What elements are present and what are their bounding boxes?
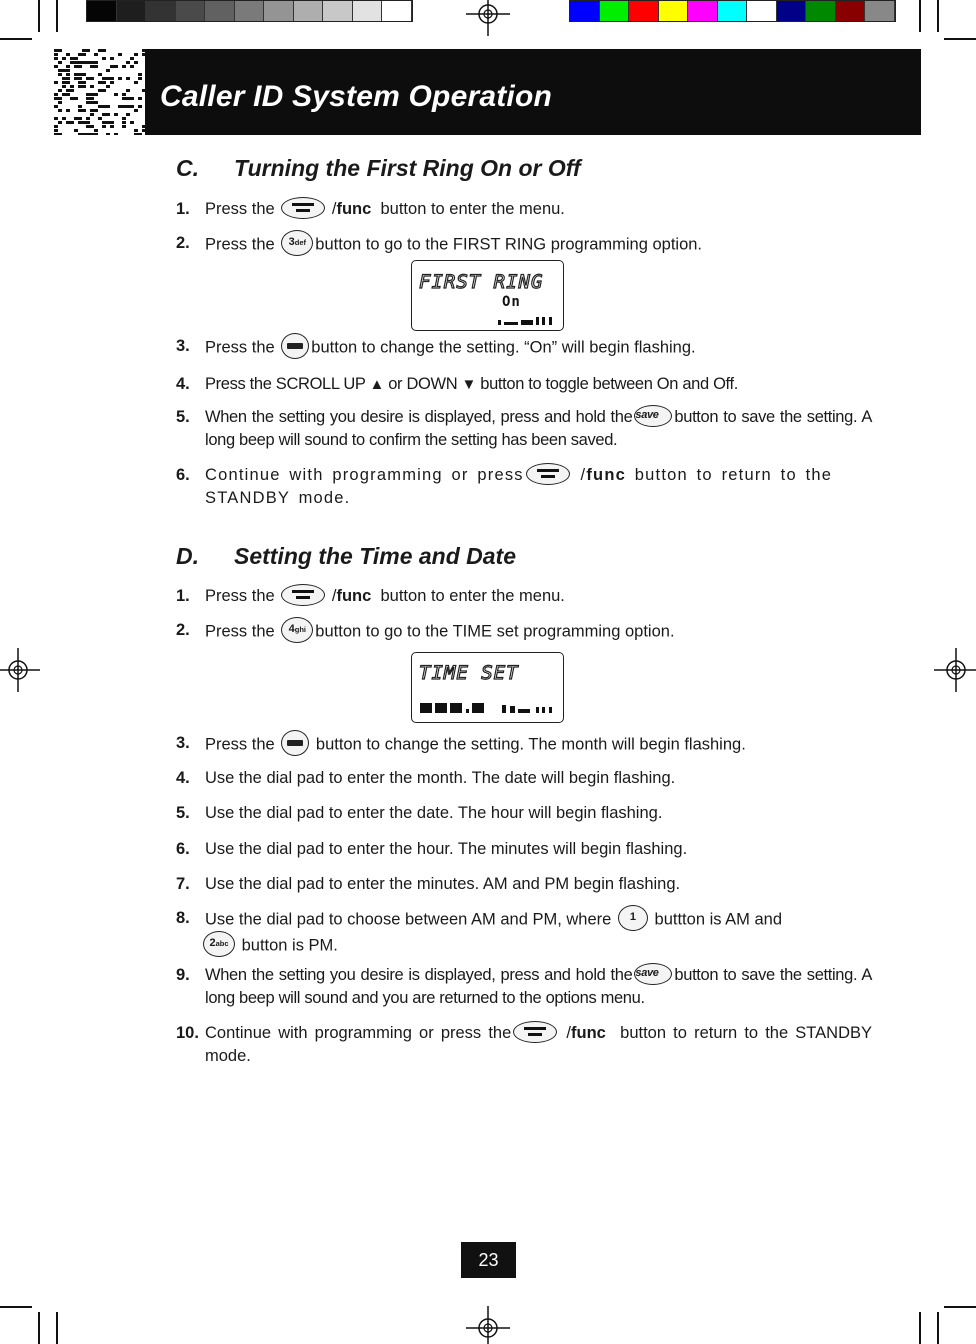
color-swatch bbox=[570, 1, 600, 21]
grayscale-swatch bbox=[353, 1, 383, 21]
step-d2: 2. Press the 4ghi button to go to the TIME set programming option. bbox=[176, 619, 872, 645]
crop-mark bbox=[38, 1312, 40, 1344]
key-2-icon: 2abc bbox=[203, 931, 235, 957]
menu-key-icon bbox=[526, 463, 570, 485]
color-swatch bbox=[688, 1, 718, 21]
lcd-display-time-set bbox=[411, 652, 564, 723]
grayscale-swatch bbox=[382, 1, 412, 21]
step-d4: 4. Use the dial pad to enter the month. The date will begin flashing. bbox=[176, 769, 676, 787]
menu-key-icon bbox=[281, 584, 325, 606]
grayscale-swatch bbox=[264, 1, 294, 21]
grayscale-swatch bbox=[87, 1, 117, 21]
step-c1: 1. Press the /func button to enter the menu. bbox=[176, 198, 872, 221]
step-c4: 4. Press the SCROLL UP ▲ or DOWN ▼ button to toggle between On and Off. bbox=[176, 375, 738, 393]
key-4-icon: 4ghi bbox=[281, 617, 313, 643]
step-c5: 5. When the setting you desire is displayed, press and hold the save button to save the setting. A long beep will sound to confirm the setting has been saved. bbox=[176, 406, 872, 452]
lcd-segments bbox=[418, 701, 557, 713]
key-3-icon: 3def bbox=[281, 230, 313, 256]
grayscale-swatch bbox=[117, 1, 147, 21]
step-d5: 5. Use the dial pad to enter the date. The hour will begin flashing. bbox=[176, 804, 663, 822]
lcd-line-1: TIME SET bbox=[419, 662, 519, 684]
halftone-pattern-icon bbox=[54, 49, 146, 135]
color-swatch bbox=[747, 1, 777, 21]
color-calibration-bar bbox=[569, 0, 896, 22]
lcd-line-2: On bbox=[502, 294, 521, 310]
step-d10: 10. Continue with programming or press the /func button to return to the STANDBY mode. bbox=[176, 1022, 872, 1068]
crop-mark bbox=[937, 1312, 939, 1344]
registration-mark-icon bbox=[934, 648, 976, 692]
set-key-icon bbox=[281, 333, 309, 359]
section-d-heading bbox=[176, 543, 516, 570]
grayscale-swatch bbox=[294, 1, 324, 21]
crop-mark bbox=[0, 1306, 32, 1308]
section-title: Turning the First Ring On or Off bbox=[234, 155, 581, 181]
page-number: 23 bbox=[478, 1250, 499, 1270]
scroll-down-icon: ▼ bbox=[461, 376, 477, 393]
lcd-segments bbox=[418, 315, 557, 325]
step-c3: 3. Press the button to change the setting. “On” will begin flashing. bbox=[176, 335, 872, 361]
section-letter: C. bbox=[176, 155, 199, 181]
crop-mark bbox=[937, 0, 939, 32]
section-letter: D. bbox=[176, 543, 199, 569]
crop-mark bbox=[38, 0, 40, 32]
grayscale-swatch bbox=[205, 1, 235, 21]
menu-key-icon bbox=[513, 1021, 557, 1043]
color-swatch bbox=[836, 1, 866, 21]
registration-mark-icon bbox=[0, 648, 40, 692]
step-d3: 3. Press the button to change the setting. The month will begin flashing. bbox=[176, 732, 872, 758]
grayscale-calibration-bar bbox=[86, 0, 413, 22]
registration-mark-icon bbox=[466, 1306, 510, 1344]
step-d6: 6. Use the dial pad to enter the hour. The minutes will begin flashing. bbox=[176, 840, 688, 858]
crop-mark bbox=[56, 1312, 58, 1344]
step-c2: 2. Press the 3def button to go to the FIRST RING programming option. bbox=[176, 232, 872, 258]
color-swatch bbox=[806, 1, 836, 21]
page-title: Caller ID System Operation bbox=[160, 80, 552, 113]
save-key-icon: save bbox=[634, 963, 672, 985]
grayscale-swatch bbox=[146, 1, 176, 21]
scroll-up-icon: ▲ bbox=[369, 376, 384, 393]
section-c-heading bbox=[176, 155, 581, 182]
color-swatch bbox=[629, 1, 659, 21]
save-key-icon: save bbox=[634, 405, 672, 427]
key-1-icon: 1 bbox=[618, 905, 648, 931]
crop-mark bbox=[919, 0, 921, 32]
lcd-line-1: FIRST RING bbox=[419, 271, 544, 293]
crop-mark bbox=[944, 38, 976, 40]
menu-key-icon bbox=[281, 197, 325, 219]
crop-mark bbox=[919, 1312, 921, 1344]
step-d8: 8. Use the dial pad to choose between AM and PM, where 1 buttton is AM and 2abc button is PM. bbox=[176, 907, 872, 959]
crop-mark bbox=[56, 0, 58, 32]
grayscale-swatch bbox=[323, 1, 353, 21]
grayscale-swatch bbox=[176, 1, 206, 21]
color-swatch bbox=[777, 1, 807, 21]
section-title: Setting the Time and Date bbox=[234, 543, 517, 569]
step-d9: 9. When the setting you desire is displayed, press and hold the save button to save the setting. A long beep will sound and you are returned to the options menu. bbox=[176, 964, 872, 1010]
set-key-icon bbox=[281, 730, 309, 756]
grayscale-swatch bbox=[235, 1, 265, 21]
step-d7: 7. Use the dial pad to enter the minutes. AM and PM begin flashing. bbox=[176, 875, 681, 893]
lcd-display-first-ring bbox=[411, 260, 564, 331]
crop-mark bbox=[0, 38, 32, 40]
step-c6: 6. Continue with programming or press /func button to return to the STANDBY mode. bbox=[176, 464, 872, 510]
color-swatch bbox=[600, 1, 630, 21]
page-number-box bbox=[461, 1242, 516, 1278]
color-swatch bbox=[718, 1, 748, 21]
color-swatch bbox=[865, 1, 895, 21]
color-swatch bbox=[659, 1, 689, 21]
registration-mark-icon bbox=[466, 0, 510, 36]
crop-mark bbox=[944, 1306, 976, 1308]
step-d1: 1. Press the /func button to enter the menu. bbox=[176, 585, 872, 608]
